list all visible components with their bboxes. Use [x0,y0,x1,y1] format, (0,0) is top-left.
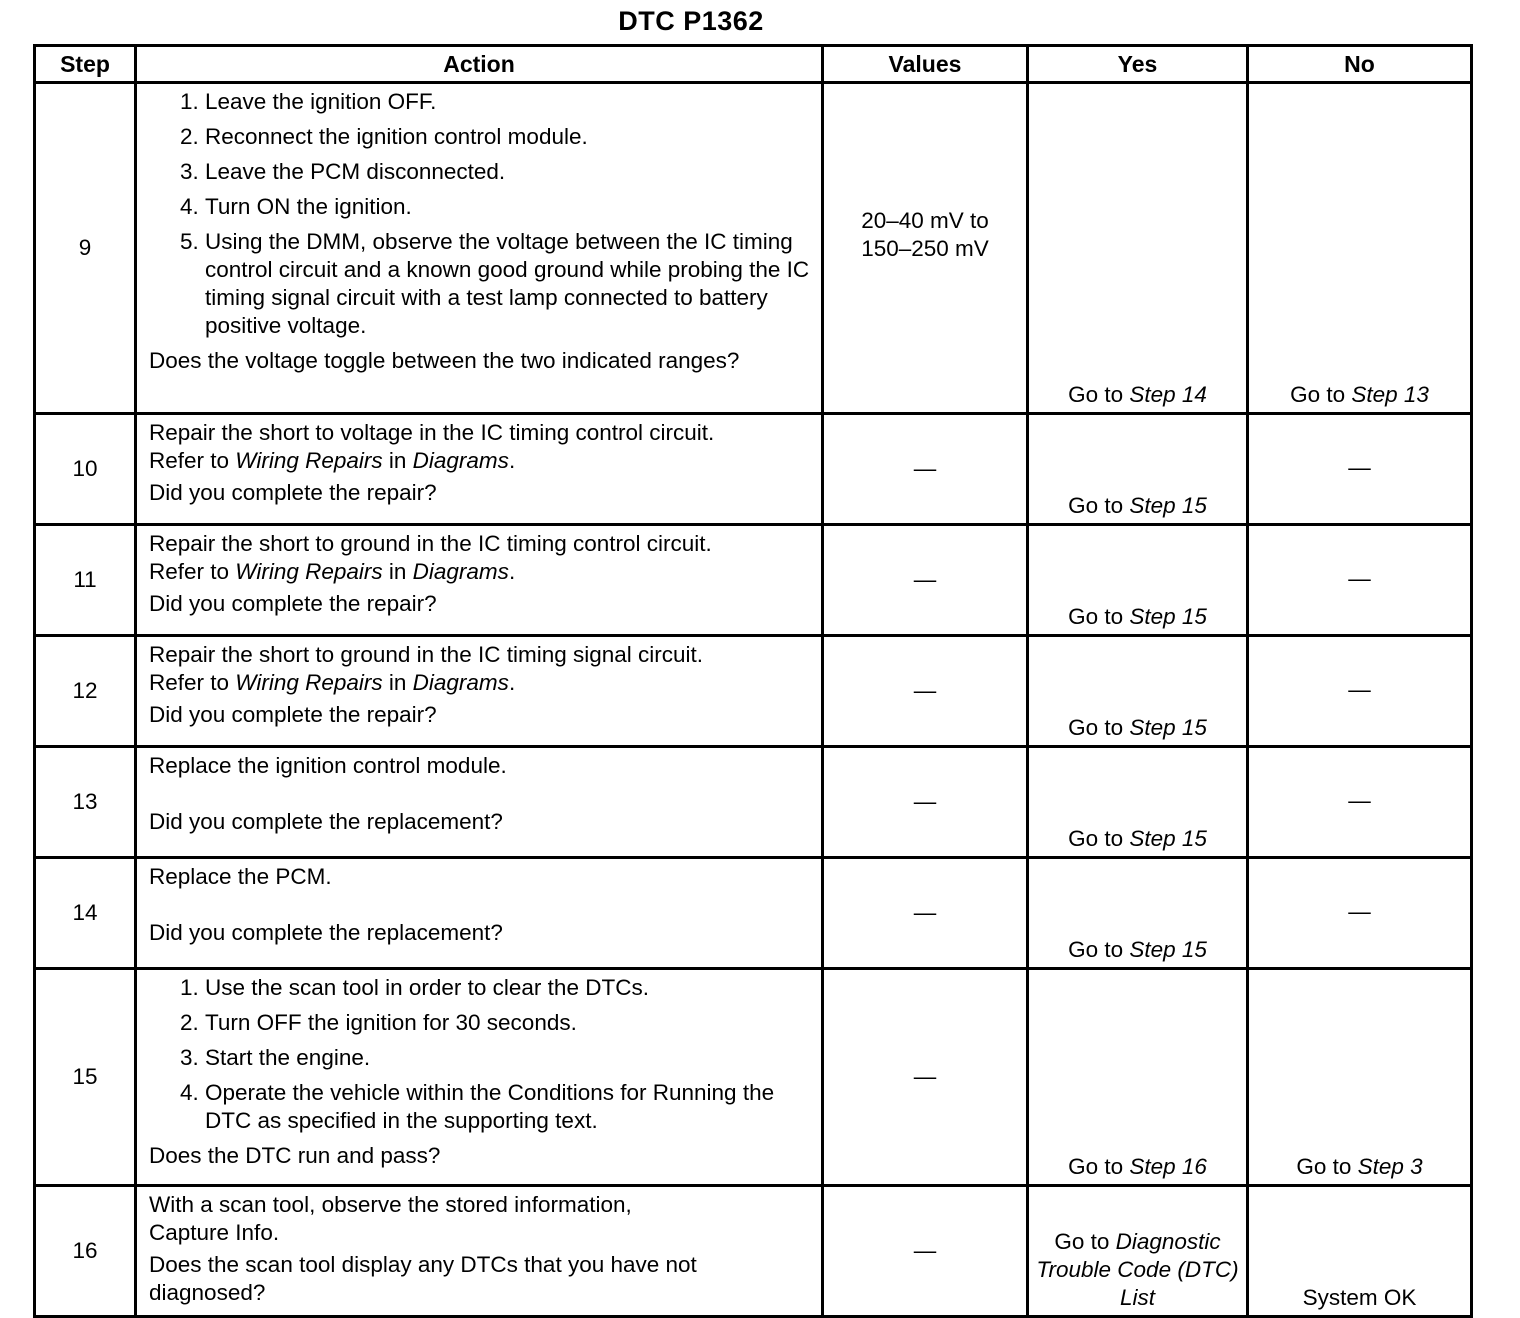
dtc-table [33,44,1473,1318]
action-steps-list [149,974,813,1135]
yes-cell [1028,525,1248,636]
step-number: 14 [35,858,136,969]
values-cell: — [823,414,1028,525]
action-step: 4. Operate the vehicle within the Conditions for Running the DTC as specified in the supporting text. [205,1079,813,1135]
step-number: 13 [35,747,136,858]
action-step: 3. Start the engine. [205,1044,813,1072]
yes-step-link[interactable]: Step 15 [1129,826,1207,851]
action-text: Repair the short to ground in the IC timing control circuit. [149,531,712,556]
header-yes: Yes [1028,46,1248,83]
yes-cell [1028,1186,1248,1317]
refer-end: . [508,448,516,473]
action-cell [136,969,823,1186]
refer-doc: Wiring Repairs [235,670,383,695]
table-row [35,636,1472,747]
refer-prefix: Refer to [149,670,236,695]
table-row [35,414,1472,525]
refer-prefix: Refer to [149,559,236,584]
values-cell: — [823,858,1028,969]
action-step: 5. Using the DMM, observe the voltage between the IC timing control circuit and a known good ground while probing the IC timing signal circuit with a test lamp connected to battery positive voltage. [205,228,813,340]
action-step: 3. Leave the PCM disconnected. [205,158,813,186]
action-question: Did you complete the replacement? [149,920,503,945]
refer-end: . [508,670,516,695]
yes-prefix: Go to [1068,604,1130,629]
table-row [35,969,1472,1186]
refer-doc: Wiring Repairs [235,448,383,473]
action-text: Replace the ignition control module. [149,753,507,778]
action-cell [136,747,823,858]
header-values: Values [823,46,1028,83]
action-cell [136,414,823,525]
no-cell: — [1248,414,1472,525]
values-cell: — [823,969,1028,1186]
yes-cell [1028,969,1248,1186]
action-cell [136,525,823,636]
yes-doc-link[interactable]: Diagnostic Trouble Code (DTC) List [1036,1229,1239,1310]
action-question: Does the voltage toggle between the two indicated ranges? [149,348,740,373]
header-action: Action [136,46,823,83]
yes-prefix: Go to [1068,382,1130,407]
values-cell [823,83,1028,414]
no-cell [1248,83,1472,414]
action-text: Repair the short to voltage in the IC timing control circuit. [149,420,715,445]
yes-prefix: Go to [1068,826,1130,851]
action-text: Replace the PCM. [149,864,332,889]
no-cell: — [1248,747,1472,858]
action-question: Did you complete the repair? [149,591,437,616]
action-cell [136,858,823,969]
action-text: Repair the short to ground in the IC timing signal circuit. [149,642,704,667]
no-prefix: Go to [1290,382,1352,407]
action-reference [149,558,813,586]
refer-section: Diagrams [412,670,509,695]
yes-step-link[interactable]: Step 15 [1129,937,1207,962]
table-row [35,1186,1472,1317]
refer-section: Diagrams [412,448,509,473]
yes-cell [1028,858,1248,969]
header-step: Step [35,46,136,83]
step-number: 9 [35,83,136,414]
action-question: Did you complete the replacement? [149,809,503,834]
no-step-link[interactable]: Step 3 [1357,1154,1423,1179]
page-title: DTC P1362 [618,6,764,36]
step-number: 16 [35,1186,136,1317]
step-number: 15 [35,969,136,1186]
yes-cell [1028,747,1248,858]
refer-mid: in [382,559,413,584]
action-cell [136,1186,823,1317]
step-number: 12 [35,636,136,747]
action-question: Does the DTC run and pass? [149,1143,441,1168]
yes-cell [1028,636,1248,747]
yes-step-link[interactable]: Step 16 [1129,1154,1207,1179]
table-row [35,858,1472,969]
values-line: 150–250 mV [861,236,989,261]
table-row [35,525,1472,636]
refer-doc: Wiring Repairs [235,559,383,584]
action-step: 1. Use the scan tool in order to clear the DTCs. [205,974,813,1002]
refer-mid: in [382,448,413,473]
refer-section: Diagrams [412,559,509,584]
yes-prefix: Go to [1068,937,1130,962]
action-reference [149,447,813,475]
step-number: 10 [35,414,136,525]
values-cell: — [823,636,1028,747]
action-step: 2. Turn OFF the ignition for 30 seconds. [205,1009,813,1037]
yes-cell [1028,83,1248,414]
yes-step-link[interactable]: Step 15 [1129,604,1207,629]
action-question: Did you complete the repair? [149,480,437,505]
action-cell [136,83,823,414]
action-steps-list [149,88,813,340]
no-prefix: Go to [1296,1154,1358,1179]
yes-prefix: Go to [1068,715,1130,740]
table-row [35,747,1472,858]
action-text: With a scan tool, observe the stored information, [149,1192,632,1217]
values-cell: — [823,747,1028,858]
action-text: Capture Info. [149,1220,280,1245]
step-number: 11 [35,525,136,636]
yes-prefix: Go to [1068,1154,1130,1179]
yes-step-link[interactable]: Step 15 [1129,715,1207,740]
refer-mid: in [382,670,413,695]
header-no: No [1248,46,1472,83]
refer-prefix: Refer to [149,448,236,473]
no-cell: — [1248,525,1472,636]
action-cell [136,636,823,747]
values-line: 20–40 mV to [861,208,989,233]
yes-cell [1028,414,1248,525]
action-question: Did you complete the repair? [149,702,437,727]
action-step: 4. Turn ON the ignition. [205,193,813,221]
action-step: 1. Leave the ignition OFF. [205,88,813,116]
refer-end: . [508,559,516,584]
action-question: Does the scan tool display any DTCs that you have not diagnosed? [149,1252,697,1305]
no-cell: — [1248,636,1472,747]
values-cell: — [823,525,1028,636]
no-cell: — [1248,858,1472,969]
no-step-link[interactable]: Step 13 [1351,382,1429,407]
values-cell: — [823,1186,1028,1317]
table-row [35,83,1472,414]
yes-step-link[interactable]: Step 14 [1129,382,1207,407]
yes-step-link[interactable]: Step 15 [1129,493,1207,518]
yes-prefix: Go to [1054,1229,1116,1254]
yes-prefix: Go to [1068,493,1130,518]
no-cell [1248,969,1472,1186]
table-header-row [35,46,1472,83]
action-step: 2. Reconnect the ignition control module. [205,123,813,151]
action-reference [149,669,813,697]
no-cell: System OK [1248,1186,1472,1317]
